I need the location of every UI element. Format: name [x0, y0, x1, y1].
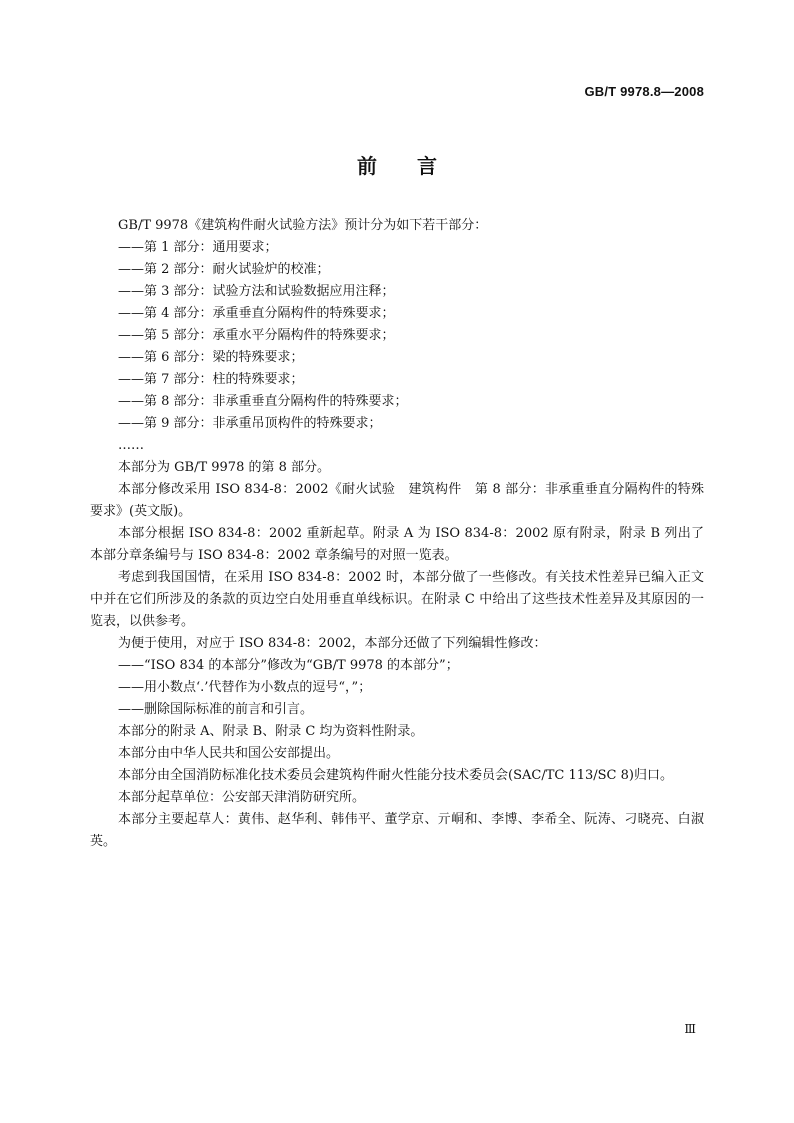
proposed-paragraph: 本部分由中华人民共和国公安部提出。 — [118, 746, 340, 761]
list-item: ——第 6 部分：梁的特殊要求； — [118, 350, 304, 365]
page-title: 前言 — [357, 154, 477, 178]
centralized-paragraph: 本部分由全国消防标准化技术委员会建筑构件耐火性能分技术委员会(SAC/TC 113/SC 8)归口。 — [118, 768, 673, 783]
list-item: ——第 4 部分：承重垂直分隔构件的特殊要求； — [118, 306, 395, 321]
redraft-paragraph: 本部分根据 ISO 834-8：2002 重新起草。附录 A 为 ISO 834-8：2002 原有附录，附录 B 列出了本部分章条编号与 ISO 834-8：2002 章条编号的对照一览表。 — [90, 526, 704, 563]
list-item: ——第 5 部分：承重水平分隔构件的特殊要求； — [118, 328, 395, 343]
drafting-unit-paragraph: 本部分起草单位：公安部天津消防研究所。 — [118, 790, 366, 805]
list-item: ——第 7 部分：柱的特殊要求； — [118, 372, 304, 387]
list-item: ——删除国际标准的前言和引言。 — [118, 702, 314, 717]
adopt-paragraph: 本部分修改采用 ISO 834-8：2002《耐火试验 建筑构件 第 8 部分：非承重垂直分隔构件的特殊要求》(英文版)。 — [90, 482, 704, 519]
page-number: Ⅲ — [684, 1022, 696, 1036]
annexes-paragraph: 本部分的附录 A、附录 B、附录 C 均为资料性附录。 — [118, 724, 424, 739]
national-paragraph: 考虑到我国国情，在采用 ISO 834-8：2002 时，本部分做了一些修改。有关技术性差异已编入正文中并在它们所涉及的条款的页边空白处用垂直单线标识。在附录 C 中给出了这些技术性差异及其原因的一览表，以供参考。 — [90, 570, 704, 629]
part-of-paragraph: 本部分为 GB/T 9978 的第 8 部分。 — [118, 460, 331, 475]
list-item: ——第 3 部分：试验方法和试验数据应用注释； — [118, 284, 395, 299]
drafters-paragraph: 本部分主要起草人：黄伟、赵华利、韩伟平、董学京、亓峒和、李博、李希全、阮涛、刁晓亮、白淑英。 — [90, 812, 704, 849]
intro-paragraph: GB/T 9978《建筑构件耐火试验方法》预计分为如下若干部分： — [118, 218, 488, 233]
list-item: …… — [118, 438, 144, 453]
list-item: ——“ISO 834 的本部分”修改为“GB/T 9978 的本部分”； — [118, 658, 459, 673]
list-item: ——第 2 部分：耐火试验炉的校准； — [118, 262, 330, 277]
editorial-intro-paragraph: 为便于使用，对应于 ISO 834-8：2002，本部分还做了下列编辑性修改： — [118, 636, 547, 651]
list-item: ——第 9 部分：非承重吊顶构件的特殊要求； — [118, 416, 382, 431]
list-item: ——用小数点‘.’代替作为小数点的逗号“，”； — [118, 680, 372, 695]
list-item: ——第 8 部分：非承重垂直分隔构件的特殊要求； — [118, 394, 408, 409]
parts-list — [90, 237, 704, 457]
foreword-body — [90, 215, 704, 853]
standard-code: GB/T 9978.8—2008 — [584, 84, 704, 99]
editorial-list — [90, 655, 704, 721]
list-item: ——第 1 部分：通用要求； — [118, 240, 278, 255]
